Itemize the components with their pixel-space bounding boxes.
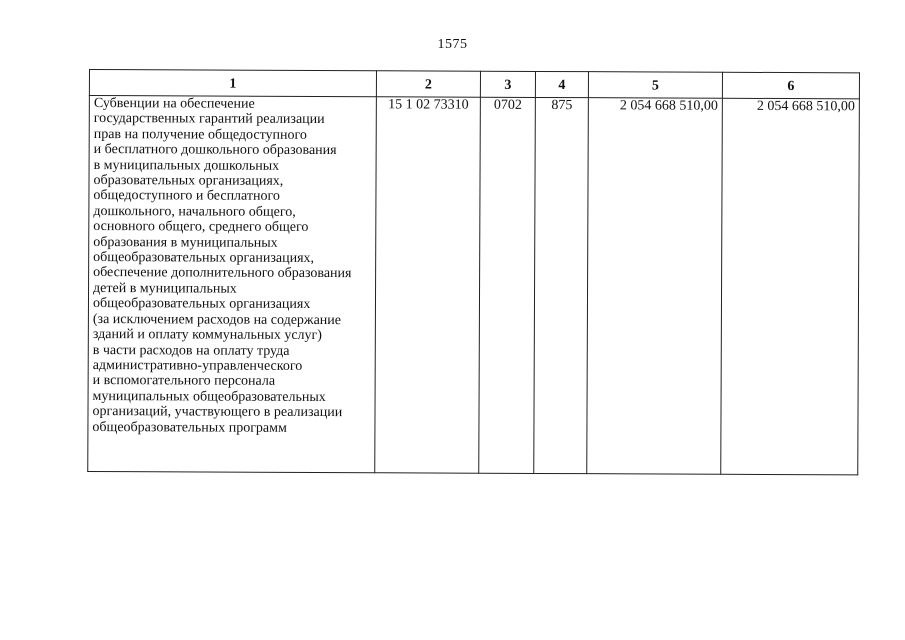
column-header-1: 1 xyxy=(89,70,376,97)
description-line: общеобразовательных программ xyxy=(92,419,287,436)
description-line: государственных гарантий реализации xyxy=(93,111,325,128)
column-header-5: 5 xyxy=(588,72,722,99)
description-line: организаций, участвующего в реализации xyxy=(92,404,343,421)
budget-table xyxy=(87,69,860,475)
description-line: обеспечение дополнительного образования xyxy=(93,265,352,282)
description-line: общеобразовательных организациях, xyxy=(93,250,315,267)
description-line: образовательных организациях, xyxy=(93,173,284,189)
header-row xyxy=(89,70,859,99)
column-header-4: 4 xyxy=(535,71,588,97)
description-line: и вспомогательного персонала xyxy=(92,373,276,390)
description-line: общедоступного и бесплатного xyxy=(93,188,280,205)
description-line: прав на получение общедоступного xyxy=(93,126,307,143)
description-line: в муниципальных дошкольных xyxy=(93,157,280,174)
amount-cell-1: 2 054 668 510,00 xyxy=(587,98,723,475)
description-line: в части расходов на оплату труда xyxy=(92,342,290,359)
amount-cell-2: 2 054 668 510,00 xyxy=(721,98,860,475)
description-line: дошкольного, начального общего, xyxy=(93,203,296,220)
description-line: детей в муниципальных xyxy=(93,280,237,297)
column-header-6: 6 xyxy=(722,72,859,99)
description-line: административно-управленческого xyxy=(92,357,303,374)
column-header-3: 3 xyxy=(480,71,535,97)
description-line: и бесплатного дошкольного образования xyxy=(93,142,337,159)
section-code-cell: 0702 xyxy=(479,97,536,473)
column-header-2: 2 xyxy=(376,71,480,97)
expense-type-cell: 875 xyxy=(534,97,589,473)
row-description xyxy=(88,96,377,473)
description-line: муниципальных общеобразовательных xyxy=(92,388,326,405)
page-number: 1575 xyxy=(437,37,468,52)
table-row xyxy=(88,96,860,475)
description-line: (за исключением расходов на содержание xyxy=(92,311,342,328)
description-line: общеобразовательных организациях xyxy=(92,296,311,313)
target-code-cell: 15 1 02 73310 xyxy=(375,97,481,473)
description-line: основного общего, среднего общего xyxy=(93,219,309,236)
description-line: образования в муниципальных xyxy=(93,234,278,251)
description-line: зданий и оплату коммунальных услуг) xyxy=(92,327,322,344)
description-line: Субвенции на обеспечение xyxy=(93,96,255,112)
